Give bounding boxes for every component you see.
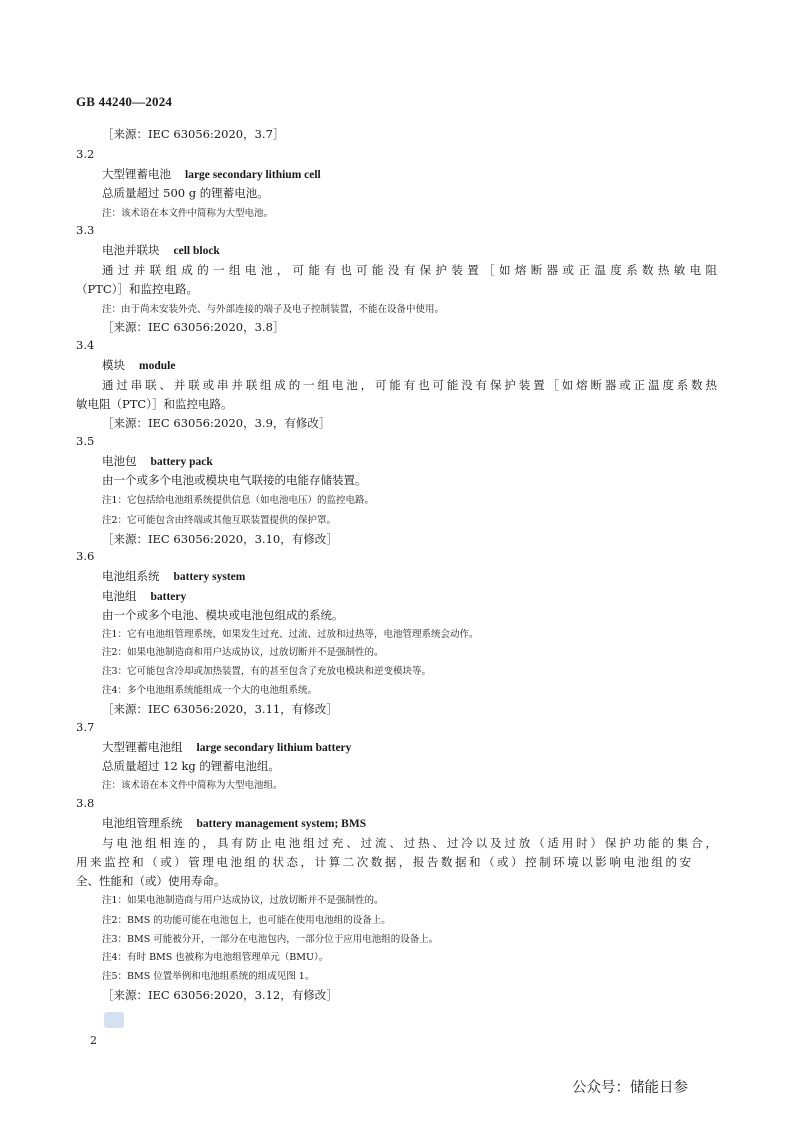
term-heading — [102, 453, 213, 469]
clause-number: 3.7 — [76, 720, 95, 734]
definition-text: 总质量超过 500 g 的锂蓄电池。 — [102, 186, 269, 200]
term-heading — [102, 815, 366, 831]
source-reference: ［来源：IEC 63056:2020，3.7］ — [102, 127, 285, 141]
term-chinese: 电池组系统 — [102, 569, 160, 583]
definition-text: 与电池组相连的，具有防止电池组过充、过流、过热、过冷以及过放（适用时）保护功能的集合， — [102, 836, 717, 850]
term-chinese: 电池组 — [102, 589, 137, 603]
clause-number: 3.2 — [76, 147, 95, 161]
definition-text: 通过并联组成的一组电池，可能有也可能没有保护装置［如熔断器或正温度系数热敏电阻 — [102, 263, 717, 277]
note-text: 注2：如果电池制造商和用户达成协议，过放切断并不是强制性的。 — [102, 647, 384, 658]
term-chinese: 电池包 — [102, 454, 137, 468]
term-english: cell block — [173, 245, 220, 257]
definition-text: 由一个或多个电池或模块电气联接的电能存储装置。 — [102, 473, 367, 487]
source-reference: ［来源：IEC 63056:2020，3.9，有修改］ — [102, 416, 331, 430]
term-english: large secondary lithium cell — [185, 169, 321, 181]
note-text: 注5：BMS 位置举例和电池组系统的组成见图 1。 — [102, 971, 315, 982]
note-text: 注：该术语在本文件中简称为大型电池。 — [102, 208, 274, 219]
term-english: module — [139, 360, 176, 372]
page-number: 2 — [90, 1034, 97, 1047]
note-text: 注1：它包括给电池组系统提供信息（如电池电压）的监控电路。 — [102, 495, 375, 506]
definition-text: 敏电阻（PTC）］和监控电路。 — [76, 397, 233, 411]
note-text: 注4：多个电池组系统能组成一个大的电池组系统。 — [102, 685, 318, 696]
term-english: large secondary lithium battery — [196, 742, 352, 754]
term-heading — [102, 242, 220, 258]
term-heading — [102, 739, 351, 755]
term-heading — [102, 166, 321, 182]
source-reference: ［来源：IEC 63056:2020，3.12，有修改］ — [102, 988, 338, 1002]
definition-text: 由一个或多个电池、模块或电池包组成的系统。 — [102, 608, 344, 622]
note-text: 注4：有时 BMS 也被称为电池组管理单元（BMU）。 — [102, 952, 329, 963]
clause-number: 3.6 — [76, 549, 95, 563]
definition-text: 总质量超过 12 kg 的锂蓄电池组。 — [102, 759, 280, 773]
term-heading — [102, 588, 186, 604]
clause-number: 3.3 — [76, 223, 95, 237]
source-reference: ［来源：IEC 63056:2020，3.8］ — [102, 320, 285, 334]
term-english: battery — [150, 591, 187, 603]
definition-text: （PTC）］和监控电路。 — [76, 282, 198, 296]
note-text: 注：该术语在本文件中简称为大型电池组。 — [102, 780, 283, 791]
note-text: 注1：它有电池组管理系统，如果发生过充、过流、过放和过热等，电池管理系统会动作。 — [102, 629, 479, 640]
note-text: 注2：BMS 的功能可能在电池包上，也可能在使用电池组的设备上。 — [102, 915, 391, 926]
term-heading — [102, 568, 245, 584]
term-chinese: 模块 — [102, 358, 125, 372]
term-chinese: 电池并联块 — [102, 243, 160, 257]
source-reference: ［来源：IEC 63056:2020，3.10，有修改］ — [102, 532, 338, 546]
clause-number: 3.5 — [76, 434, 95, 448]
term-english: battery system — [173, 571, 246, 583]
source-reference: ［来源：IEC 63056:2020，3.11，有修改］ — [102, 702, 338, 716]
clause-number: 3.8 — [76, 796, 95, 810]
note-text: 注2：它可能包含由终端或其他互联装置提供的保护罩。 — [102, 515, 337, 526]
note-text: 注1：如果电池制造商与用户达成协议，过放切断并不是强制性的。 — [102, 895, 384, 906]
definition-text: 用来监控和（或）管理电池组的状态，计算二次数据，报告数据和（或）控制环境以影响电池组的安 — [76, 855, 691, 869]
term-chinese: 电池组管理系统 — [102, 816, 183, 830]
term-chinese: 大型锂蓄电池 — [102, 167, 171, 181]
term-english: battery pack — [150, 456, 213, 468]
term-heading — [102, 357, 175, 373]
term-english: battery management system; BMS — [196, 818, 367, 830]
watermark-text: 公众号：储能日参 — [572, 1080, 688, 1096]
stamp-icon — [104, 1012, 124, 1028]
standard-number: GB 44240—2024 — [76, 94, 173, 109]
definition-text: 全、性能和（或）使用寿命。 — [76, 874, 226, 888]
note-text: 注3：BMS 可能被分开，一部分在电池包内，一部分位于应用电池组的设备上。 — [102, 934, 439, 945]
term-chinese: 大型锂蓄电池组 — [102, 740, 183, 754]
clause-number: 3.4 — [76, 338, 95, 352]
note-text: 注3：它可能包含冷却或加热装置，有的甚至包含了充放电模块和逆变模块等。 — [102, 666, 432, 677]
definition-text: 通过串联、并联或串并联组成的一组电池，可能有也可能没有保护装置［如熔断器或正温度系数热 — [102, 378, 717, 392]
note-text: 注：由于尚未安装外壳、与外部连接的端子及电子控制装置，不能在设备中使用。 — [102, 304, 445, 315]
